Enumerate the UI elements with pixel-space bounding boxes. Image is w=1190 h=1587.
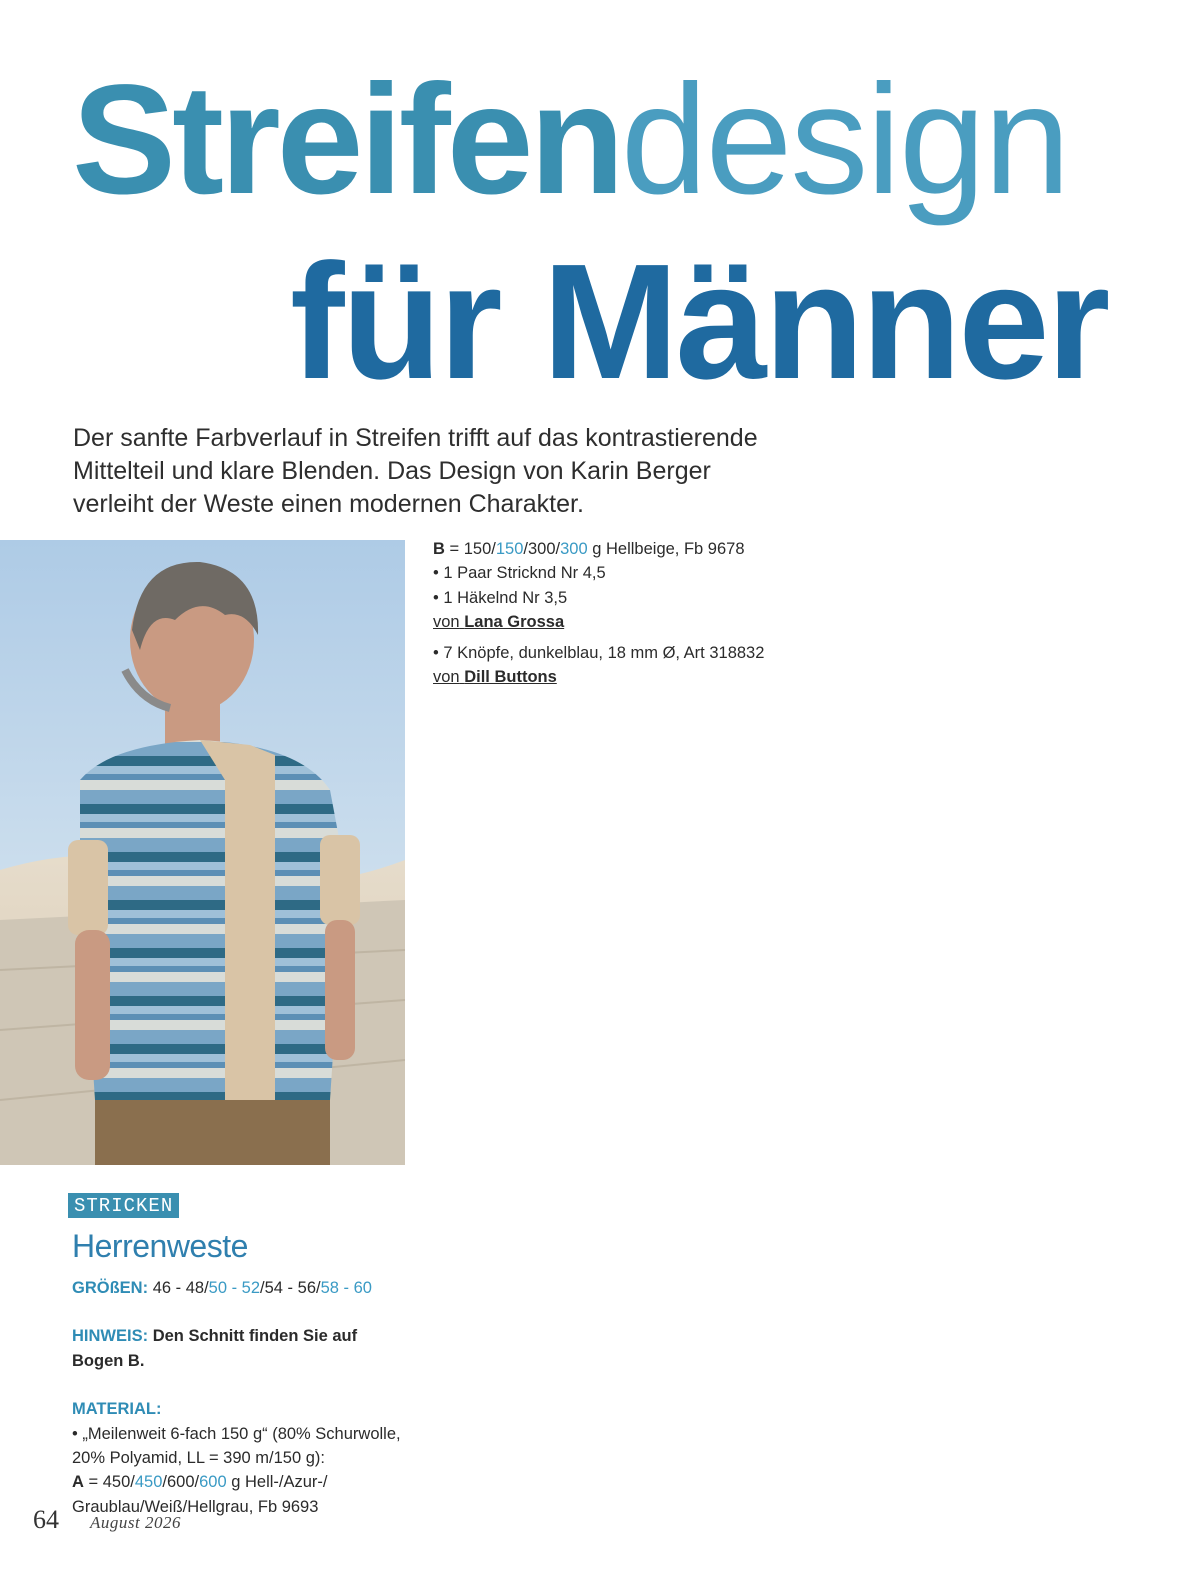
b-amount-2: 150 bbox=[495, 540, 524, 558]
sizes-line: GRÖßEN: 46 - 48/50 - 52/54 - 56/58 - 60 bbox=[72, 1279, 372, 1297]
size-3: 54 - 56 bbox=[264, 1279, 316, 1297]
column-1 bbox=[72, 1276, 412, 1519]
button-brand: Dill Buttons bbox=[464, 668, 557, 687]
material-a-label: A bbox=[72, 1473, 84, 1492]
column-2 bbox=[433, 537, 768, 689]
button-from: von bbox=[433, 668, 460, 687]
material-b-rest: g Hellbeige, Fb 9678 bbox=[592, 540, 745, 558]
pattern-title: Herrenweste bbox=[72, 1228, 248, 1264]
yarn-brand: Lana Grossa bbox=[464, 613, 565, 632]
size-2: 50 - 52 bbox=[208, 1279, 261, 1297]
issue-date: August 2026 bbox=[90, 1513, 181, 1532]
hint-label: HINWEIS: bbox=[72, 1327, 149, 1346]
size-1: 46 - 48 bbox=[152, 1279, 205, 1297]
material-b-label: B bbox=[433, 540, 445, 558]
yarn-from: von bbox=[433, 613, 460, 632]
material-b: B = 150/150/300/300 g Hellbeige, Fb 9678 bbox=[433, 540, 745, 558]
material-a: A = 450/450/600/600 g Hell-/Azur-/ Graublau/Weiß/Hellgrau, Fb 9693 bbox=[72, 1473, 328, 1516]
headline-light: design bbox=[620, 53, 1069, 227]
buttons: • 7 Knöpfe, dunkelblau, 18 mm Ø, Art 318832 bbox=[433, 643, 765, 662]
b-amount-4: 300 bbox=[560, 540, 588, 558]
needles: • 1 Paar Stricknd Nr 4,5 bbox=[433, 564, 606, 583]
page-number: 64 bbox=[33, 1505, 59, 1534]
intro-text: Der sanfte Farbverlauf in Streifen trifft auf das kontrastierende Mittelteil und klare Blenden. Das Design von Karin Berger verleiht der Weste einen modernen Charakter. bbox=[73, 424, 758, 518]
a-amount-4: 600 bbox=[199, 1473, 227, 1492]
hook: • 1 Häkelnd Nr 3,5 bbox=[433, 588, 568, 607]
hint-text: Den Schnitt finden Sie auf Bogen B. bbox=[72, 1327, 358, 1370]
b-amount-1: 150 bbox=[463, 540, 492, 558]
button-source bbox=[433, 665, 768, 689]
headline-bold: Streifen bbox=[72, 53, 621, 227]
section-tag: STRICKEN bbox=[68, 1193, 179, 1218]
a-amount-1: 450 bbox=[102, 1473, 131, 1492]
material-yarn: • „Meilenweit 6-fach 150 g“ (80% Schurwolle, 20% Polyamid, LL = 390 m/150 g): bbox=[72, 1424, 401, 1468]
a-amount-2: 450 bbox=[134, 1473, 163, 1492]
headline-line2: für Männer bbox=[290, 230, 1108, 413]
a-amount-3: 600 bbox=[166, 1473, 195, 1492]
sizes-label: GRÖßEN: bbox=[72, 1279, 149, 1297]
vest-photo bbox=[0, 540, 405, 1165]
material-label: MATERIAL: bbox=[72, 1400, 162, 1419]
size-4: 58 - 60 bbox=[320, 1279, 372, 1297]
headline-line1 bbox=[72, 53, 1069, 227]
b-amount-3: 300 bbox=[527, 540, 556, 558]
hint-line bbox=[72, 1324, 412, 1373]
yarn-source bbox=[433, 610, 768, 634]
material-a-rest: g Hell-/Azur-/ Graublau/Weiß/Hellgrau, Fb 9693 bbox=[72, 1473, 328, 1516]
